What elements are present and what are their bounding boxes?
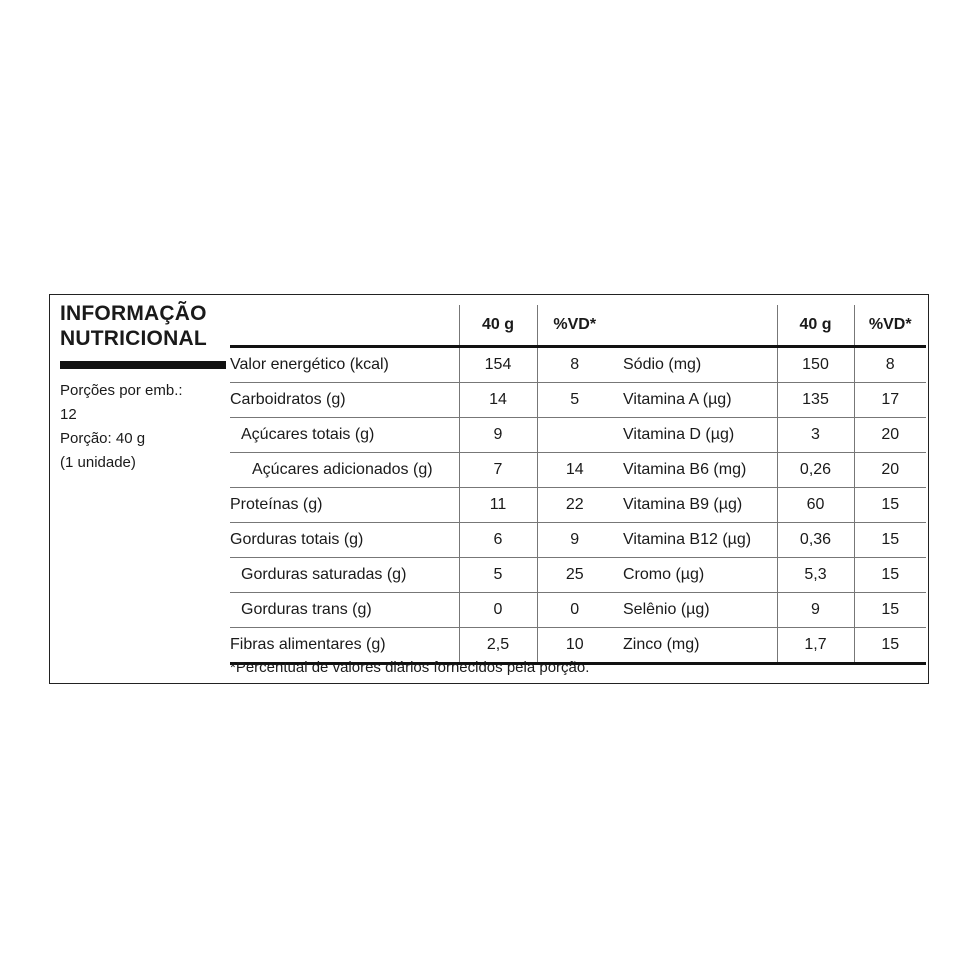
nutrient-amount: 3 xyxy=(777,418,854,453)
nutrient-amount: 5,3 xyxy=(777,558,854,593)
header-right-amount: 40 g xyxy=(777,305,854,347)
nutrient-name: Vitamina B6 (mg) xyxy=(623,453,777,488)
nutrient-vd: 20 xyxy=(854,418,926,453)
table-row xyxy=(230,593,926,628)
nutrient-vd: 8 xyxy=(537,347,612,383)
header-gap xyxy=(612,305,623,347)
nutrition-table xyxy=(230,305,926,665)
nutrient-vd: 10 xyxy=(537,628,612,664)
nutrient-name: Sódio (mg) xyxy=(623,347,777,383)
nutrient-amount: 0,36 xyxy=(777,523,854,558)
table-row xyxy=(230,453,926,488)
nutrient-vd: 9 xyxy=(537,523,612,558)
header-blank-right xyxy=(623,305,777,347)
nutrient-amount: 150 xyxy=(777,347,854,383)
nutrient-name: Gorduras saturadas (g) xyxy=(230,558,459,593)
nutrient-amount: 14 xyxy=(459,383,537,418)
nutrient-amount: 154 xyxy=(459,347,537,383)
nutrient-name: Vitamina B12 (µg) xyxy=(623,523,777,558)
nutrient-name: Açúcares totais (g) xyxy=(230,418,459,453)
nutrient-name: Vitamina A (µg) xyxy=(623,383,777,418)
nutrient-amount: 1,7 xyxy=(777,628,854,664)
nutrient-amount: 7 xyxy=(459,453,537,488)
table-row xyxy=(230,488,926,523)
table-row xyxy=(230,558,926,593)
header-blank-left xyxy=(230,305,459,347)
nutrient-amount: 0 xyxy=(459,593,537,628)
nutrient-vd: 15 xyxy=(854,523,926,558)
nutrient-amount: 9 xyxy=(777,593,854,628)
nutrient-name: Vitamina D (µg) xyxy=(623,418,777,453)
nutrient-vd: 15 xyxy=(854,593,926,628)
nutrient-vd: 8 xyxy=(854,347,926,383)
nutrient-vd: 15 xyxy=(854,488,926,523)
nutrient-name: Açúcares adicionados (g) xyxy=(230,453,459,488)
nutrient-name: Fibras alimentares (g) xyxy=(230,628,459,664)
nutrient-name: Proteínas (g) xyxy=(230,488,459,523)
nutrient-name: Carboidratos (g) xyxy=(230,383,459,418)
nutrient-vd: 17 xyxy=(854,383,926,418)
table-row xyxy=(230,347,926,383)
nutrient-name: Zinco (mg) xyxy=(623,628,777,664)
nutrient-amount: 2,5 xyxy=(459,628,537,664)
nutrient-amount: 60 xyxy=(777,488,854,523)
table-header-row xyxy=(230,305,926,347)
nutrient-amount: 0,26 xyxy=(777,453,854,488)
portion-size: Porção: 40 g xyxy=(60,430,146,447)
footnote: *Percentual de valores diários fornecidos pela porção. xyxy=(230,659,590,676)
panel-title xyxy=(60,301,207,351)
nutrient-name: Cromo (µg) xyxy=(623,558,777,593)
nutrient-name: Vitamina B9 (µg) xyxy=(623,488,777,523)
portions-per-package-label: Porções por emb.: xyxy=(60,382,183,399)
nutrient-vd: 5 xyxy=(537,383,612,418)
nutrient-amount: 6 xyxy=(459,523,537,558)
nutrient-amount: 135 xyxy=(777,383,854,418)
table-row xyxy=(230,523,926,558)
nutrient-vd: 15 xyxy=(854,628,926,664)
portion-info xyxy=(60,379,183,475)
nutrient-vd: 25 xyxy=(537,558,612,593)
nutrition-facts-panel xyxy=(49,294,929,684)
nutrient-amount: 11 xyxy=(459,488,537,523)
nutrient-amount: 5 xyxy=(459,558,537,593)
nutrient-vd: 0 xyxy=(537,593,612,628)
nutrient-name: Selênio (µg) xyxy=(623,593,777,628)
header-left-vd: %VD* xyxy=(537,305,612,347)
nutrient-vd: 20 xyxy=(854,453,926,488)
title-line-2: NUTRICIONAL xyxy=(60,327,207,350)
nutrient-name: Gorduras trans (g) xyxy=(230,593,459,628)
table-row xyxy=(230,383,926,418)
nutrient-amount: 9 xyxy=(459,418,537,453)
nutrient-name: Valor energético (kcal) xyxy=(230,347,459,383)
nutrient-vd: 15 xyxy=(854,558,926,593)
portions-per-package-value: 12 xyxy=(60,406,77,423)
header-right-vd: %VD* xyxy=(854,305,926,347)
nutrient-vd xyxy=(537,418,612,453)
title-divider-bar xyxy=(60,361,226,369)
nutrient-vd: 22 xyxy=(537,488,612,523)
portion-unit: (1 unidade) xyxy=(60,454,136,471)
nutrient-name: Gorduras totais (g) xyxy=(230,523,459,558)
header-left-amount: 40 g xyxy=(459,305,537,347)
table-row xyxy=(230,418,926,453)
nutrient-vd: 14 xyxy=(537,453,612,488)
title-line-1: INFORMAÇÃO xyxy=(60,302,207,325)
